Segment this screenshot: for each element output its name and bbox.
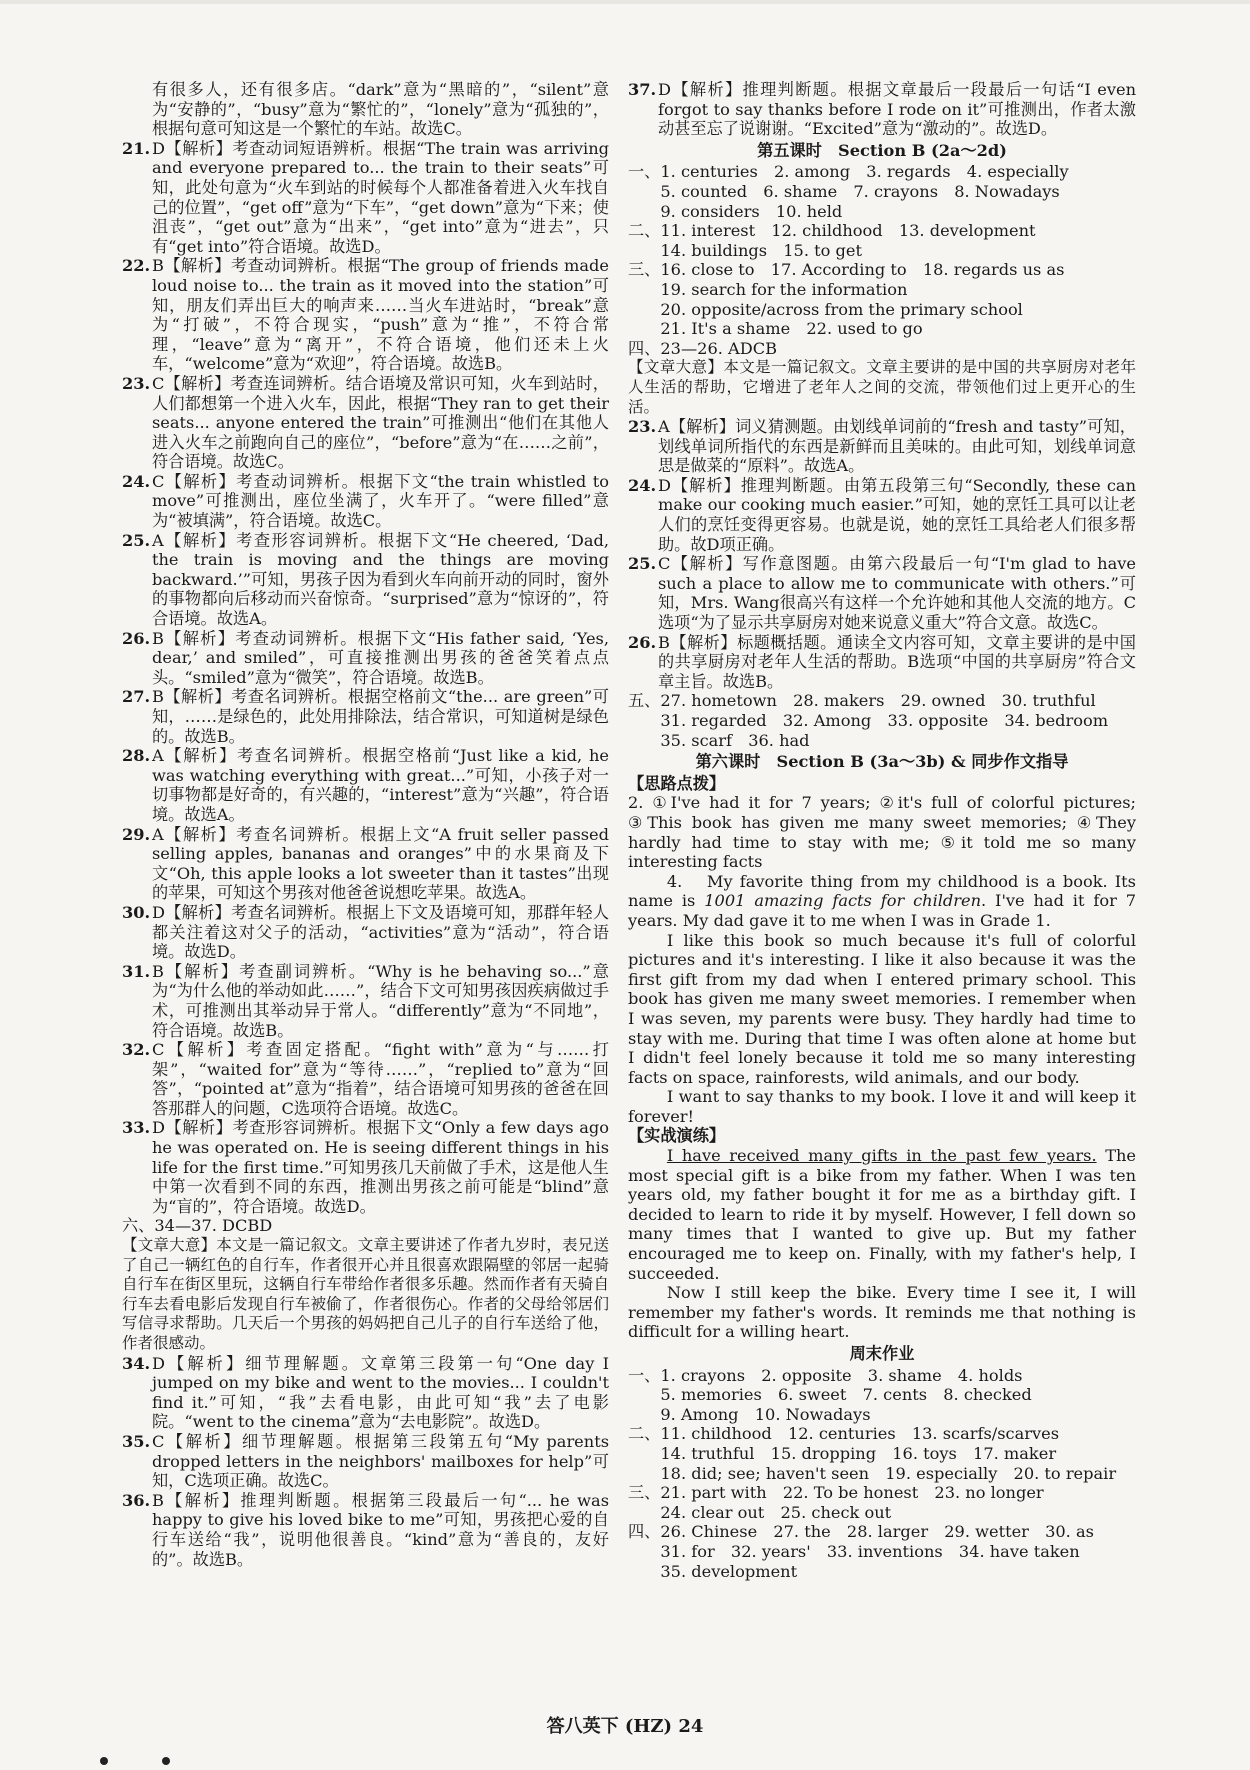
- explanation-text: B【解析】考查动词辨析。根据“The group of friends made loud noise to... the train as it moved into the station”可知，朋友们弄出巨大的响声来……当火车进站时，“break”意为“打破”，不符合现实，“push”意为“推”，不符合常理，“leave”意为“离开”，不符合语境，他们还未上火车，“welcome”意为“欢迎”，符合语境。故选B。: [152, 256, 609, 374]
- answer-line: 9. considers 10. held: [628, 201, 843, 221]
- answer-line: 31. regarded 32. Among 33. opposite 34. bedroom: [628, 711, 1109, 730]
- question-answer: [122, 1118, 609, 1216]
- question-number: 37.: [628, 80, 657, 99]
- explanation-text: C【解析】考查动词辨析。根据下文“the train whistled to move”可推测出，座位坐满了，火车开了。“were filled”意为“被填满”，符合语境。故选C。: [152, 471, 609, 531]
- question-answer: [122, 1040, 609, 1118]
- question-number: 36.: [122, 1490, 151, 1510]
- answer-letters: DCBD: [216, 1216, 273, 1236]
- answer-line: 二、11. interest 12. childhood 13. development: [628, 221, 1036, 241]
- explanation-text: A【解析】考查名词辨析。根据上文“A fruit seller passed selling apples, bananas and oranges”中的水果商及下文“Oh, this apple looks a lot sweeter than it tastes”出现的苹果，可知这个男孩对他爸爸说想吃苹果。故选A。: [152, 824, 609, 903]
- question-answer: [122, 1354, 609, 1432]
- lesson6-heading: 第六课时 Section B (3a～3b) & 同步作文指导: [695, 752, 1069, 772]
- top-edge: [0, 0, 1250, 4]
- explanation-text: C【解析】写作意图题。由第六段最后一句“I'm glad to have such a place to allow me to communicate with others.”可知，Mrs. Wang很高兴有这样一个允许她和其他人交流的地方。C选项“为了显示共享厨房对她来说意义重大”符合文意。故选C。: [658, 554, 1136, 633]
- answer-line: 14. buildings 15. to get: [628, 240, 862, 260]
- question-answer: [122, 1491, 609, 1569]
- question-number: 23.: [628, 417, 657, 437]
- question-answer: [628, 633, 1136, 692]
- question-answer: [122, 903, 609, 962]
- practice-label: 【实战演练】: [628, 1126, 726, 1146]
- practice-paragraph-1: I have received many gifts in the past few years. The most special gift is a bike from my father. When I was ten years old, my father bought it for me as a birthday gift. I decided to learn to ride it by myself. However, I fell down so many times that I wanted to give up. But my father encouraged me to keep on. Finally, with my father's help, I succeeded.: [628, 1146, 1137, 1283]
- question-number: 26.: [122, 628, 151, 648]
- corner-mark: [100, 1757, 108, 1765]
- question-answer: [628, 417, 1136, 476]
- explanation-text: D【解析】推理判断题。根据文章最后一段最后一句话“I even forgot to say thanks before I rode on it”可推测出，作者太激动甚至忘了说谢谢。“Excited”意为“激动的”。故选D。: [658, 80, 1136, 139]
- question-answer: [122, 1432, 609, 1491]
- question-number: 25.: [122, 530, 151, 550]
- weekend-answer-line: 18. did; see; haven't seen 19. especially 20. to repair: [628, 1463, 1117, 1483]
- tips-label: 【思路点拨】: [628, 773, 726, 793]
- question-answer: [122, 629, 609, 688]
- weekend-answer-line: 二、11. childhood 12. centuries 13. scarfs/scarves: [628, 1424, 1060, 1444]
- weekend-answer-line: 35. development: [628, 1561, 798, 1581]
- question-number: 21.: [122, 138, 151, 158]
- lesson5-heading: 第五课时 Section B (2a～2d): [757, 140, 1007, 160]
- explanation-text: A【解析】考查名词辨析。根据空格前“Just like a kid, he was watching everything with great...”可知，小孩子对一切事物都是好奇的，有兴趣的，“interest”意为“兴趣”，符合语境。故选A。: [152, 746, 609, 824]
- question-answer: [122, 374, 609, 472]
- question-number: 25.: [628, 554, 657, 574]
- explanation-text: B【解析】推理判断题。根据第三段最后一句“... he was happy to give his loved bike to me”可知，男孩把心爱的自行车送给“我”，说明他很善良。“kind”意为“善良的，友好的”。故选B。: [152, 1490, 609, 1569]
- answer-line: 19. search for the information: [628, 279, 908, 299]
- question-answer: [122, 962, 609, 1040]
- page-footer: 答八英下 (HZ) 24: [546, 1716, 704, 1737]
- weekend-answer-line: 四、26. Chinese 27. the 28. larger 29. wetter 30. as: [628, 1522, 1094, 1542]
- question-answer: [122, 531, 609, 629]
- weekend-answer-line: 9. Among 10. Nowadays: [628, 1404, 871, 1424]
- weekend-answer-line: 14. truthful 15. dropping 16. toys 17. maker: [628, 1443, 1057, 1463]
- practice-topic-sentence: I have received many gifts in the past few years.: [666, 1146, 1097, 1166]
- question-number: 33.: [122, 1118, 151, 1138]
- question-answer: [122, 687, 609, 746]
- tip-2: 2. ①I've had it for 7 years; ②it's full of colorful pictures; ③This book has given me many sweet memories; ④They hardly had time to stay with me; ⑤it told me so many interesting facts: [628, 793, 1136, 872]
- weekend-answer-line: 31. for 32. years' 33. inventions 34. have taken: [628, 1541, 1080, 1561]
- essay-paragraph-3: I want to say thanks to my book. I love it and will keep it forever!: [628, 1087, 1136, 1126]
- question-number: 27.: [122, 687, 151, 707]
- question-number: 35.: [122, 1431, 151, 1451]
- explanation-text: C【解析】细节理解题。根据第三段第五句“My parents dropped letters in the neighbors' mailboxes for help”可知，C选项正确。故选C。: [152, 1431, 609, 1491]
- explanation-text: D【解析】考查名词辨析。根据上下文及语境可知，那群年轻人都关注着这对父子的活动，“activities”意为“活动”，符合语境。故选D。: [152, 902, 609, 962]
- left-column: [122, 80, 609, 1569]
- weekend-answer-line: 5. memories 6. sweet 7. cents 8. checked: [628, 1385, 1032, 1405]
- question-number: 22.: [122, 256, 151, 276]
- weekend-answer-line: 三、21. part with 22. To be honest 23. no longer: [628, 1483, 1044, 1503]
- answer-line: 三、16. close to 17. According to 18. regards us as: [628, 260, 1065, 280]
- answer-line: 四、23—26. ADCB: [628, 338, 777, 358]
- question-answer: [628, 476, 1136, 554]
- explanation-text: B【解析】考查名词辨析。根据空格前文“the... are green”可知，……是绿色的，此处用排除法，结合常识，可知道树是绿色的。故选B。: [152, 687, 609, 746]
- question-answer: [628, 80, 1136, 139]
- explanation-text: B【解析】考查动词辨析。根据下文“His father said, ‘Yes, dear,’ and smiled”，可直接推测出男孩的爸爸笑着点点头。“smiled”意为“微笑”，符合语境。故选B。: [152, 628, 609, 687]
- explanation-text: D【解析】考查形容词辨析。根据下文“Only a few days ago he was operated on. He is seeing different things in his life for the first time.”可知男孩几天前做了手术，这是他人生中第一次看到不同的东西，推测出男孩之前可能是“blind”意为“盲的”，符合语境。故选D。: [152, 1118, 609, 1216]
- question-answer: [122, 472, 609, 531]
- essay-paragraph-2: I like this book so much because it's full of colorful pictures and it's interesting. I like it also because it was the first gift from my dad when I entered primary school. This book has given me many sweet memories. I remember when I was seven, my parents were busy. They hardly had time to stay with me. During that time I was often alone at home but I didn't feel lonely because it told me so many interesting facts on space, rainforests, wild animals, and our body.: [628, 930, 1136, 1087]
- weekend-answer-line: 24. clear out 25. check out: [628, 1502, 892, 1522]
- answer-line: 20. opposite/across from the primary school: [628, 299, 1023, 319]
- question-number: 30.: [122, 902, 151, 922]
- question-answer: [122, 746, 609, 824]
- question-number: 29.: [122, 824, 151, 844]
- question-number: 31.: [122, 961, 151, 981]
- explanation-text: C【解析】考查固定搭配。“fight with”意为“与……打架”，“waited for”意为“等待……”，“replied to”意为“回答”，“pointed at”意为“指着”，结合语境可知男孩的爸爸在回答那群人的问题，C选项符合语境。故选C。: [152, 1040, 609, 1118]
- question-number: 32.: [122, 1040, 151, 1060]
- right-column: [628, 80, 1136, 1581]
- explanation-text: B【解析】考查副词辨析。“Why is he behaving so...”意为“为什么他的举动如此……”，结合下文可知男孩因疾病做过手术，可推测出其举动异于常人。“differently”意为“不同地”，符合语境。故选B。: [152, 961, 609, 1040]
- question-answer: [122, 139, 609, 257]
- question-answer: [122, 825, 609, 903]
- explanation-text: D【解析】考查动词短语辨析。根据“The train was arriving and everyone prepared to... the train to their seats”可知，此处句意为“火车到站的时候每个人都准备着进入火车找自己的位置”，“get off”意为“下车”，“get down”意为“下来；使沮丧”，“get out”意为“出来”，“get into”意为“进去”，只有“get into”符合语境。故选D。: [152, 138, 609, 256]
- lesson5-summary: 【文章大意】本文是一篇记叙文。文章主要讲的是中国的共享厨房对老年人生活的帮助，它增进了老年人之间的交流，带领他们过上更开心的生活。: [628, 358, 1136, 416]
- explanation-text: D【解析】细节理解题。文章第三段第一句“One day I jumped on my bike and went to the movies... I couldn't find it.”可知，“我”去看电影，由此可知“我”去了电影院。“went to the cinema”意为“去电影院”。故选D。: [152, 1353, 609, 1432]
- explanation-text: B【解析】标题概括题。通读全文内容可知，文章主要讲的是中国的共享厨房对老年人生活的帮助。B选项“中国的共享厨房”符合文章主旨。故选B。: [658, 632, 1136, 691]
- answer-line: 五、27. hometown 28. makers 29. owned 30. truthful: [628, 691, 1096, 711]
- section-label: 六、34—37.: [122, 1216, 217, 1236]
- section-six-answers: [122, 1216, 609, 1236]
- question-number: 26.: [628, 632, 657, 652]
- weekend-answer-line: 一、1. crayons 2. opposite 3. shame 4. holds: [628, 1365, 1023, 1385]
- question-number: 34.: [122, 1353, 151, 1373]
- practice-paragraph-2: Now I still keep the bike. Every time I see it, I will remember my father's words. It reminds me that nothing is difficult for a willing heart.: [628, 1283, 1136, 1342]
- weekend-heading: 周末作业: [849, 1344, 915, 1363]
- explanation-text: A【解析】考查形容词辨析。根据下文“He cheered, ‘Dad, the train is moving and the things are moving backward.’”可知，男孩子因为看到火车向前开动的同时，窗外的事物都向后移动而兴奋惊奇。“surprised”意为“惊讶的”，符合语境。故选A。: [152, 530, 609, 629]
- answer-line: 21. It's a shame 22. used to go: [628, 319, 923, 339]
- corner-mark: [162, 1757, 170, 1765]
- question-answer: [628, 554, 1136, 632]
- answer-line: 5. counted 6. shame 7. crayons 8. Nowadays: [628, 181, 1060, 201]
- question-number: 28.: [122, 746, 151, 766]
- essay-model: [628, 872, 1136, 1127]
- tip-4-number: 4.: [666, 871, 683, 891]
- answer-line: 一、1. centuries 2. among 3. regards 4. especially: [628, 162, 1069, 182]
- explanation-text: A【解析】词义猜测题。由划线单词前的“fresh and tasty”可知，划线单词所指代的东西是新鲜而且美味的。由此可知，划线单词意思是做菜的“原料”。故选A。: [658, 417, 1136, 476]
- answer-line: 35. scarf 36. had: [628, 730, 810, 750]
- question-number: 23.: [122, 373, 151, 393]
- question-number: 24.: [122, 471, 151, 491]
- question-number: 24.: [628, 475, 657, 495]
- continued-explanation: 有很多人，还有很多店。“dark”意为“黑暗的”，“silent”意为“安静的”，“busy”意为“繁忙的”，“lonely”意为“孤独的”，根据句意可知这是一个繁忙的车站。故选C。: [152, 80, 609, 139]
- explanation-text: C【解析】考查连词辨析。结合语境及常识可知，火车到站时，人们都想第一个进入火车，因此，根据“They ran to get their seats... anyone entered the train”可推测出“他们在其他人进入火车之前跑向自己的座位”，“before”意为“在……之前”，符合语境。故选C。: [152, 373, 609, 472]
- essay-paragraph-1: 4. My favorite thing from my childhood is a book. Its name is 1001 amazing facts for children. I've had it for 7 years. My dad gave it to me when I was in Grade 1.: [628, 871, 1137, 930]
- question-answer: [122, 256, 609, 374]
- explanation-text: D【解析】推理判断题。由第五段第三句“Secondly, these can make our cooking much easier.”可知，她的烹饪工具可以让老人们的烹饪变得更容易。也就是说，她的烹饪工具给老人们很多帮助。故D项正确。: [658, 475, 1136, 554]
- book-title: 1001 amazing facts for children: [704, 891, 982, 911]
- article-summary: 【文章大意】本文是一篇记叙文。文章主要讲述了作者九岁时，表兄送了自己一辆红色的自行车，作者很开心并且很喜欢跟隔壁的邻居一起骑自行车在街区里玩，这辆自行车带给作者很多乐趣。然而作者有天骑自行车去看电影后发现自行车被偷了，作者很伤心。作者的父母给邻居们写信寻求帮助。几天后一个男孩的妈妈把自己儿子的自行车送给了他，作者很感动。: [122, 1236, 609, 1352]
